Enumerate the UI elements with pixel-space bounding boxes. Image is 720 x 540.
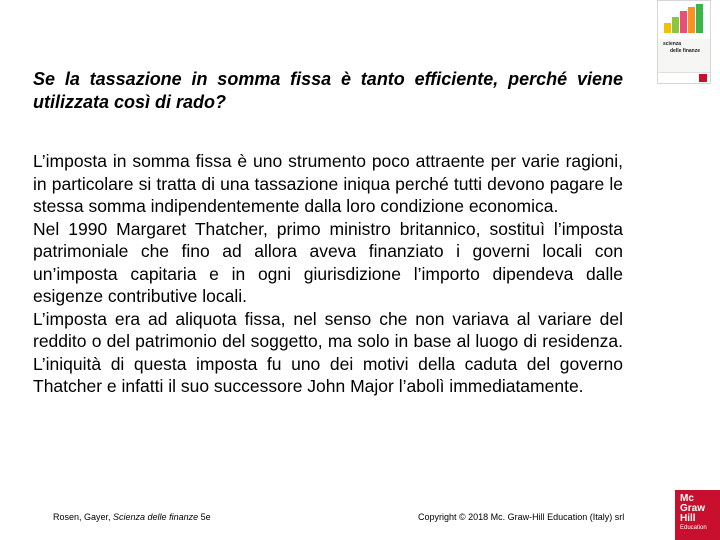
body-paragraph-2: Nel 1990 Margaret Thatcher, primo ministro britannico, sostituì l’imposta patrimoniale che fino ad allora aveva finanziato i governi locali con un’imposta capitaria e in ogni giurisdizione l’importo dipendeva dalle esigenze contributive locali. [33, 218, 623, 306]
footer-citation [53, 512, 211, 522]
logo-line-4: Education [680, 525, 707, 531]
footer-authors: Rosen, Gayer, [53, 512, 114, 522]
logo-line-2: Graw [680, 503, 706, 514]
logo-line-3: Hill [680, 513, 696, 524]
body-paragraph-1: L’imposta in somma fissa è uno strumento poco attraente per varie ragioni, in particolare si tratta di una tassazione iniqua perché tutti devono pagare le stessa somma indipendentemente dalla loro condizione economica. [33, 151, 623, 216]
footer-edition: 5e [198, 512, 211, 522]
cover-title-line2: delle finanze [670, 48, 701, 54]
body-paragraph-3: L’imposta era ad aliquota fissa, nel senso che non variava al variare del reddito o del patrimonio del soggetto, ma solo in base al luogo di residenza. L’iniquità di questa imposta fu uno dei motivi della caduta del governo Thatcher e infatti il suo successore John Major l’abolì immediatamente. [33, 308, 623, 396]
publisher-logo [675, 490, 720, 540]
cover-publisher-mark-icon [699, 74, 707, 82]
book-cover-image [657, 0, 711, 84]
slide-title: Se la tassazione in somma fissa è tanto efficiente, perché viene utilizzata così di rado? [33, 69, 623, 112]
slide-body [33, 150, 623, 398]
cover-title-line1: scienza [663, 41, 682, 47]
logo-line-1: Mc [680, 493, 694, 504]
footer-copyright: Copyright © 2018 Mc. Graw-Hill Education (Italy) srl [418, 512, 625, 522]
cover-art-icon [658, 1, 710, 39]
cover-bottom-band [658, 72, 710, 83]
footer-book-title: Scienza delle finanze [113, 512, 199, 522]
